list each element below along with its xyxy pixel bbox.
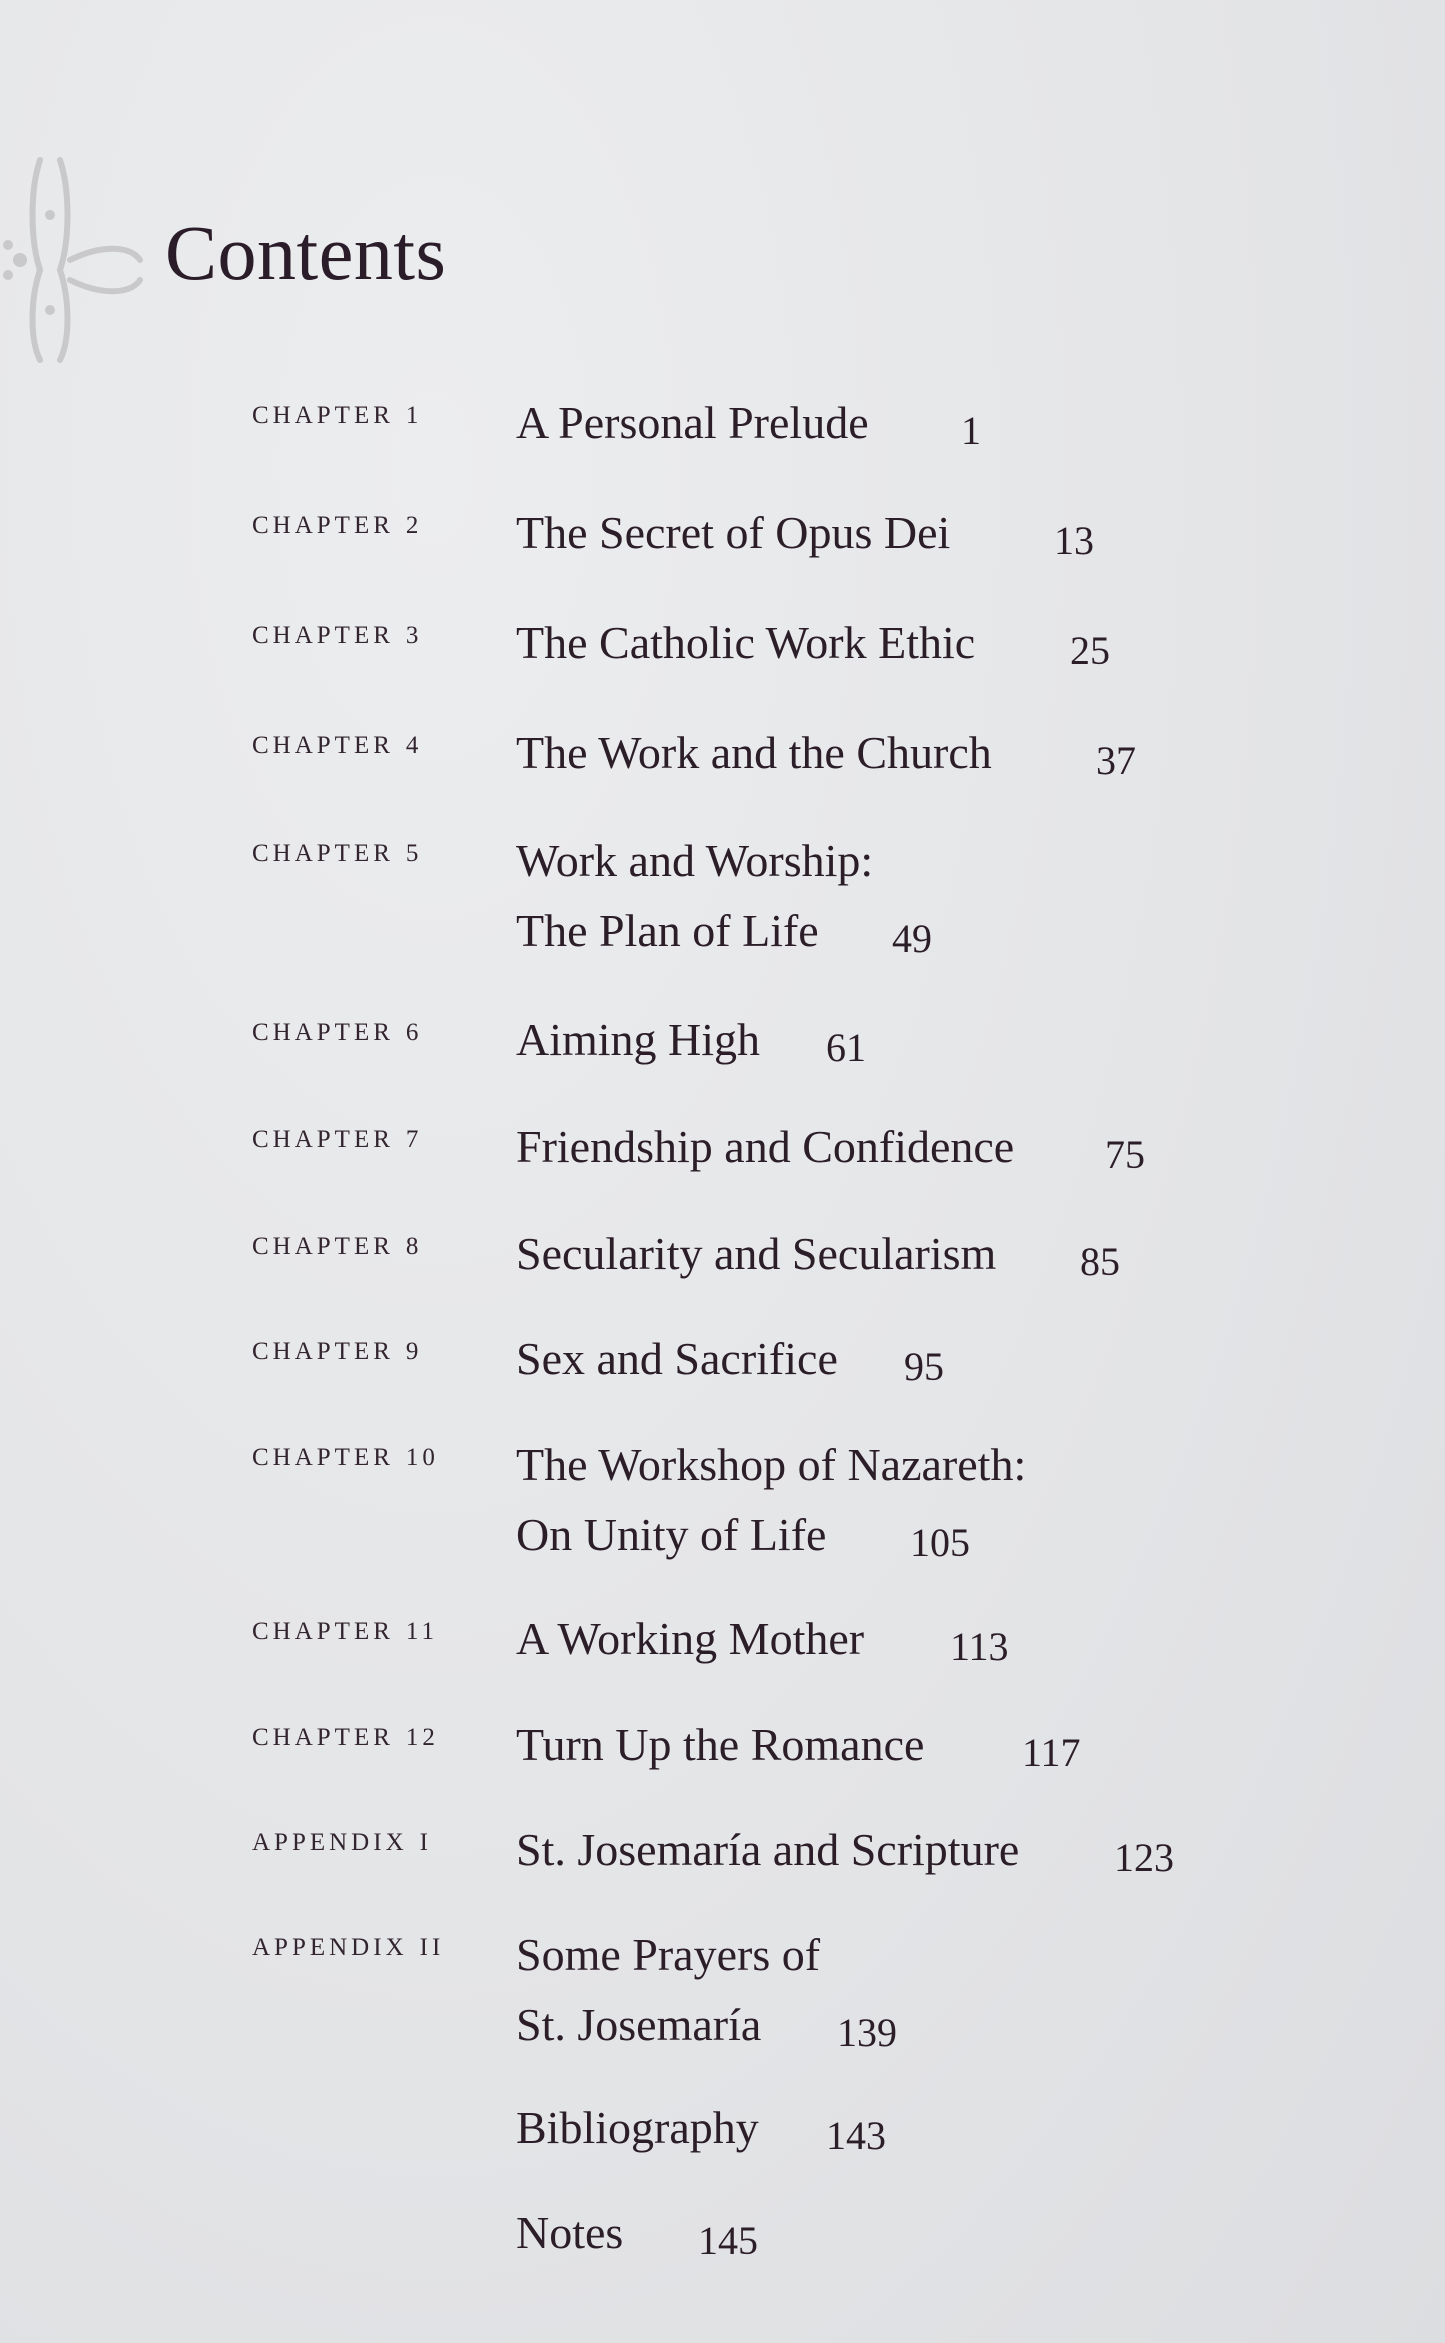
entry-title: Notes [516, 2207, 624, 2258]
entry-title: Turn Up the Romance [516, 1719, 925, 1770]
entry-page-number: 143 [826, 2113, 886, 2158]
entry-title: Aiming High [516, 1014, 761, 1065]
entry-title: Work and Worship: The Plan of Life [516, 835, 874, 956]
entry-page-number: 139 [837, 2010, 897, 2055]
entry-title: Sex and Sacrifice [516, 1333, 838, 1384]
entry-page-number: 117 [1022, 1730, 1081, 1775]
entry-title: The Catholic Work Ethic [516, 617, 976, 668]
entry-page-number: 25 [1070, 628, 1110, 673]
entry-label: CHAPTER 11 [252, 1618, 438, 1645]
entry-label: APPENDIX I [252, 1829, 432, 1856]
entry-label: CHAPTER 4 [252, 732, 423, 759]
entry-label: APPENDIX II [252, 1934, 445, 1961]
entry-page-number: 61 [826, 1025, 866, 1070]
entry-page-number: 105 [910, 1520, 970, 1565]
entry-title: The Secret of Opus Dei [516, 507, 951, 558]
entry-title: Friendship and Confidence [516, 1121, 1015, 1172]
entry-page-number: 75 [1105, 1132, 1145, 1177]
entry-title: The Work and the Church [516, 727, 992, 778]
entry-label: CHAPTER 5 [252, 840, 423, 867]
entry-page-number: 1 [961, 408, 981, 453]
entry-page-number: 37 [1096, 738, 1136, 783]
entry-label: CHAPTER 10 [252, 1444, 439, 1471]
entry-page-number: 85 [1080, 1239, 1120, 1284]
entry-label: CHAPTER 2 [252, 512, 423, 539]
entry-page-number: 49 [892, 916, 932, 961]
entry-label: CHAPTER 8 [252, 1233, 423, 1260]
entry-label: CHAPTER 1 [252, 402, 423, 429]
entry-title: A Working Mother [516, 1613, 865, 1664]
entry-title: St. Josemaría and Scripture [516, 1824, 1020, 1875]
entry-page-number: 123 [1114, 1835, 1174, 1880]
entry-label: CHAPTER 12 [252, 1724, 439, 1751]
entry-page-number: 13 [1054, 518, 1094, 563]
entry-label: CHAPTER 9 [252, 1338, 423, 1365]
page-title: Contents [165, 209, 447, 296]
entry-page-number: 95 [904, 1344, 944, 1389]
entry-title: A Personal Prelude [516, 397, 869, 448]
entry-label: CHAPTER 6 [252, 1019, 423, 1046]
entry-page-number: 113 [950, 1624, 1009, 1669]
entry-label: CHAPTER 7 [252, 1126, 423, 1153]
entry-title: Secularity and Secularism [516, 1228, 997, 1279]
entry-page-number: 145 [698, 2218, 758, 2263]
entry-title: Bibliography [516, 2102, 759, 2153]
entry-label: CHAPTER 3 [252, 622, 423, 649]
entry-title: The Workshop of Nazareth: On Unity of Life [516, 1439, 1027, 1560]
entry-title: Some Prayers of St. Josemaría [516, 1929, 821, 2050]
